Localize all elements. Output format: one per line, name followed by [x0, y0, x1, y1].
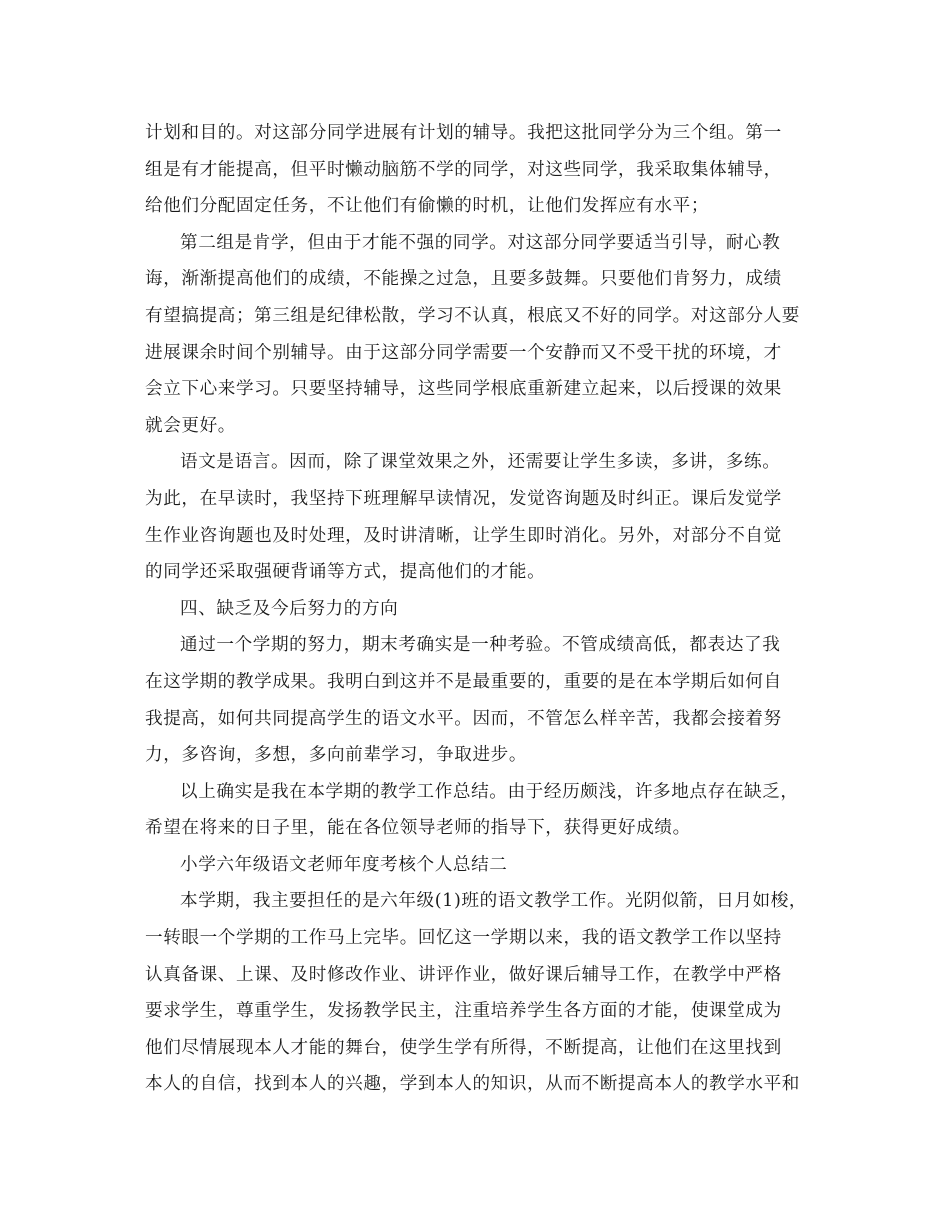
document-body — [145, 115, 825, 1103]
text-line: 会立下心来学习。只要坚持辅导，这些同学根底重新建立起来，以后授课的效果 — [145, 379, 782, 400]
text-line: 认真备课、上课、及时修改作业、讲评作业，做好课后辅导工作，在教学中严格 — [145, 964, 782, 985]
section-heading: 四、缺乏及今后努力的方向 — [180, 598, 399, 619]
text-line: 希望在将来的日子里，能在各位领导老师的指导下，获得更好成绩。 — [145, 818, 691, 839]
text-line: 生作业咨询题也及时处理，及时讲清晰，让学生即时消化。另外，对部分不自觉 — [145, 525, 782, 546]
text-line: 我提高，如何共同提高学生的语文水平。因而，不管怎么样辛苦，我都会接着努 — [145, 708, 782, 729]
text-line: 进展课余时间个别辅导。由于这部分同学需要一个安静而又不受干扰的环境，才 — [145, 342, 782, 363]
text-line: 第二组是肯学，但由于才能不强的同学。对这部分同学要适当引导，耐心教 — [180, 232, 781, 253]
text-line: 一转眼一个学期的工作马上完毕。回忆这一学期以来，我的语文教学工作以坚持 — [145, 928, 782, 949]
text-line: 就会更好。 — [145, 415, 236, 436]
text-line: 为此，在早读时，我坚持下班理解早读情况，发觉咨询题及时纠正。课后发觉学 — [145, 488, 782, 509]
text-line: 在这学期的教学成果。我明白到这并不是最重要的，重要的是在本学期后如何自 — [145, 671, 782, 692]
text-line: 组是有才能提高，但平时懒动脑筋不学的同学，对这些同学，我采取集体辅导， — [145, 159, 782, 180]
text-line: 力，多咨询，多想，多向前辈学习，争取进步。 — [145, 745, 528, 766]
section-title: 小学六年级语文老师年度考核个人总结二 — [180, 854, 508, 875]
text-line: 以上确实是我在本学期的教学工作总结。由于经历颇浅，许多地点存在缺乏， — [180, 781, 799, 802]
text-line: 他们尽情展现本人才能的舞台，使学生学有所得，不断提高，让他们在这里找到 — [145, 1037, 782, 1058]
text-line: 本人的自信，找到本人的兴趣，学到本人的知识，从而不断提高本人的教学水平和 — [145, 1074, 800, 1095]
text-line: 语文是语言。因而，除了课堂效果之外，还需要让学生多读，多讲，多练。 — [180, 452, 781, 473]
text-line: 通过一个学期的努力，期末考确实是一种考验。不管成绩高低，都表达了我 — [180, 635, 781, 656]
text-line: 诲，渐渐提高他们的成绩，不能操之过急，且要多鼓舞。只要他们肯努力，成绩 — [145, 269, 782, 290]
text-line: 给他们分配固定任务，不让他们有偷懒的时机，让他们发挥应有水平； — [145, 196, 710, 217]
text-line: 要求学生，尊重学生，发扬教学民主，注重培养学生各方面的才能，使课堂成为 — [145, 1001, 782, 1022]
text-line: 计划和目的。对这部分同学进展有计划的辅导。我把这批同学分为三个组。第一 — [145, 123, 782, 143]
text-line: 的同学还采取强硬背诵等方式，提高他们的才能。 — [145, 562, 546, 583]
text-line: 本学期，我主要担任的是六年级(1)班的语文教学工作。光阴似箭，日月如梭， — [180, 891, 808, 912]
text-line: 有望搞提高；第三组是纪律松散，学习不认真，根底又不好的同学。对这部分人要 — [145, 305, 800, 326]
